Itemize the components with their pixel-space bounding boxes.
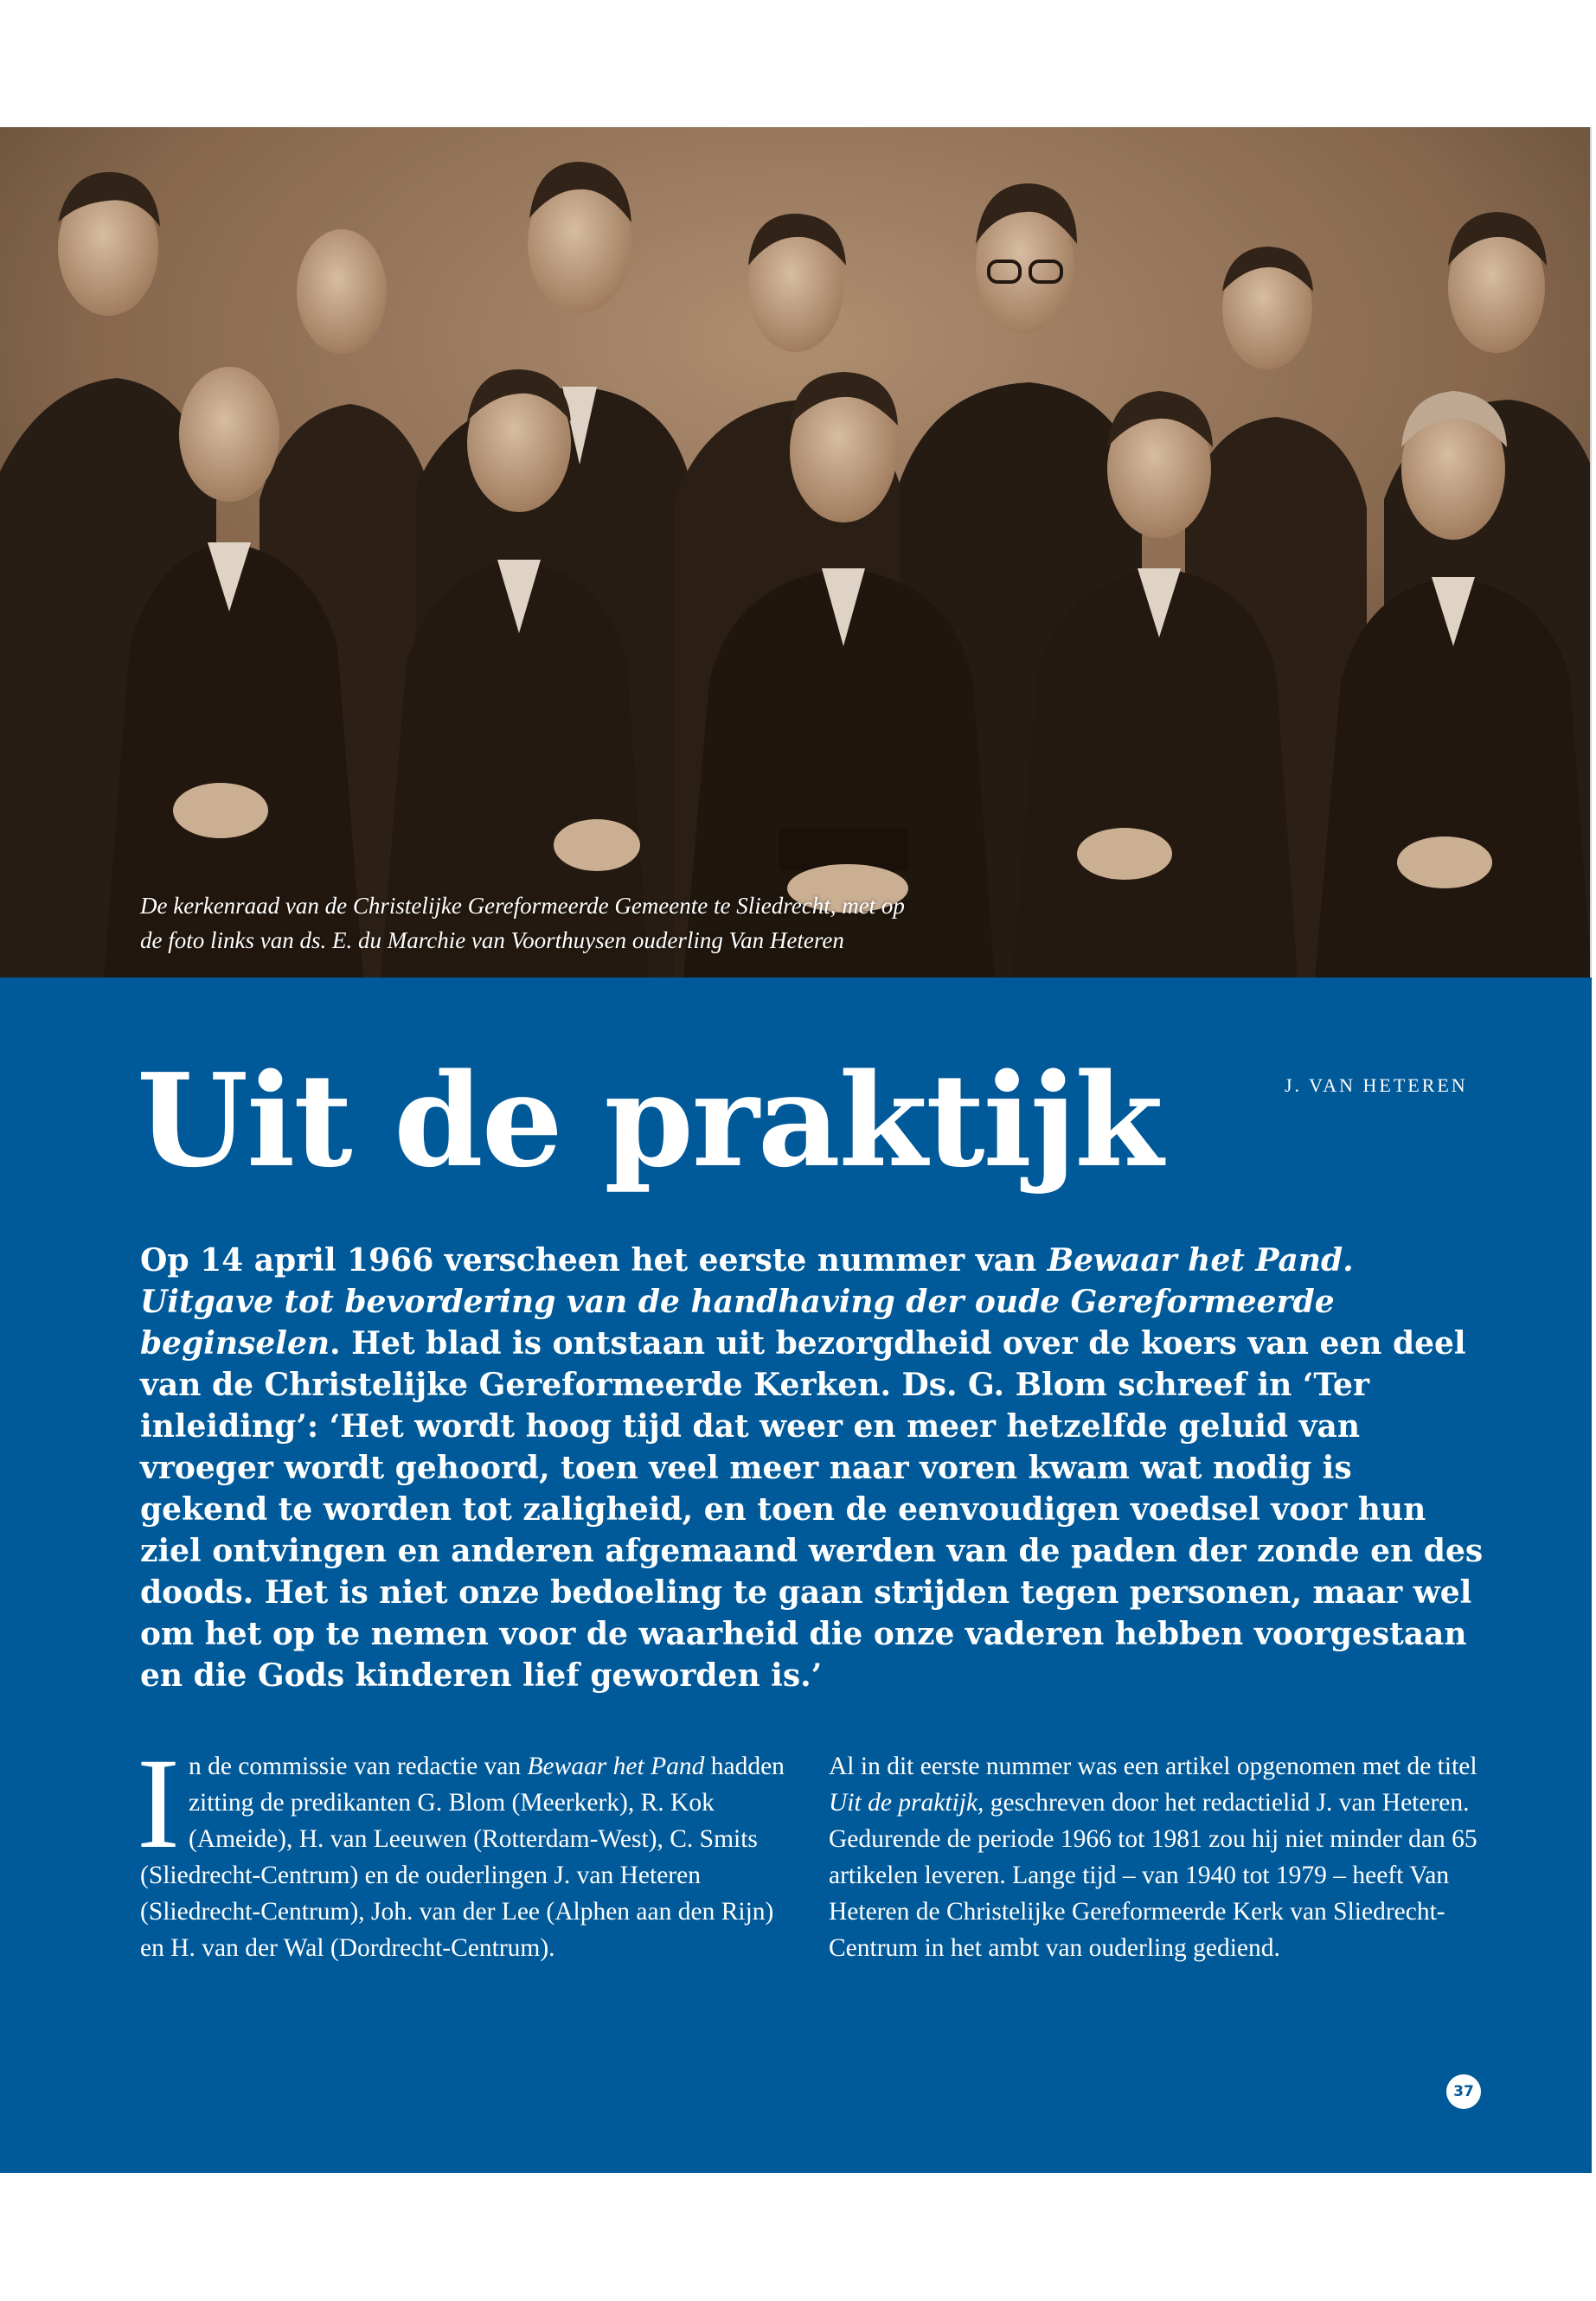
drop-cap: I — [137, 1732, 180, 1875]
caption-line-1: De kerkenraad van de Christelijke Gereformeerde Gemeente te Sliedrecht, met op — [140, 893, 905, 919]
group-photo — [0, 127, 1592, 977]
col2-italic: Uit de praktijk — [829, 1789, 978, 1817]
intro-paragraph — [140, 1240, 1490, 1696]
col1-text-1: n de commissie van redactie van — [188, 1753, 528, 1780]
intro-text-2: . Het blad is ontstaan uit bezorgdheid over de koers van een deel van de Christelijke Gereformeerde Kerken. Ds. G. Blom schreef in ‘Ter inleiding’: ‘Het wordt hoog tijd dat weer en meer hetzelfde geluid van vroeger wordt gehoord, toen veel meer naar voren kwam wat nodig is gekend te worden tot zaligheid, en toen de eenvoudigen voedsel voor hun ziel ontvingen en anderen afgemaand werden van de paden der zonde en des doods. Het is niet onze bedoeling te gaan strijden tegen personen, maar wel om het op te nemen voor de waarheid die onze vaderen hebben voorgestaan en die Gods kinderen lief geworden is.’ — [140, 1325, 1484, 1694]
body-column-right — [829, 1748, 1482, 1966]
col1-italic: Bewaar het Pand — [527, 1753, 705, 1780]
page-number-badge: 37 — [1446, 2074, 1481, 2109]
col2-text-1: Al in dit eerste nummer was een artikel opgenomen met de titel — [829, 1753, 1477, 1780]
col2-text-2: , geschreven door het redactielid J. van Heteren. Gedurende de periode 1966 tot 1981 zou hij niet minder dan 65 artikelen leveren. Lange tijd – van 1940 tot 1979 – heeft Van Heteren de Christelijke Gereformeerde Kerk van Sliedrecht-Centrum in het ambt van ouderling gediend. — [829, 1789, 1477, 1962]
body-column-left — [137, 1732, 793, 1966]
caption-line-2: de foto links van ds. E. du Marchie van Voorthuysen ouderling Van Heteren — [140, 927, 844, 953]
photo-illustration — [0, 127, 1592, 977]
article-title: Uit de praktijk — [137, 1045, 1162, 1195]
author-byline: J. VAN HETEREN — [1285, 1074, 1468, 1096]
page-edge-line — [1590, 127, 1592, 977]
intro-text-1: Op 14 april 1966 verscheen het eerste nummer van — [140, 1242, 1048, 1279]
photo-caption — [140, 888, 1092, 958]
intro-italic: Bewaar het Pand. Uitgave tot bevordering van de handhaving der oude Gereformeerde beginselen — [140, 1242, 1354, 1362]
col1-text-2: hadden zitting de predikanten G. Blom (Meerkerk), R. Kok (Ameide), H. van Leeuwen (Rotterdam-West), C. Smits (Sliedrecht-Centrum) en de ouderlingen J. van Heteren (Sliedrecht-Centrum), Joh. van der Lee (Alphen aan den Rijn) en H. van der Wal (Dordrecht-Centrum). — [140, 1753, 785, 1962]
